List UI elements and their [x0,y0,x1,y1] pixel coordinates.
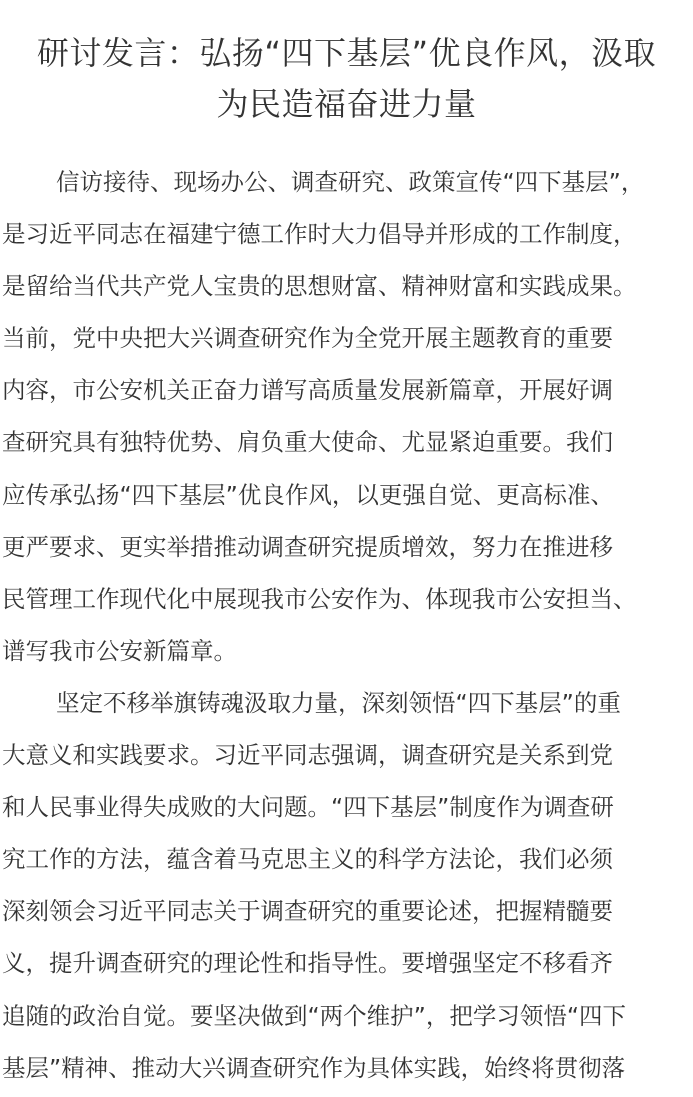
paragraph-line: 深刻领会习近平同志关于调查研究的重要论述，把握精髓要 [2,897,613,926]
paragraph [0,156,693,677]
paragraph-line: 和人民事业得失成败的大问题。“四下基层”制度作为调查研 [2,793,614,822]
paragraph-line: 坚定不移举旗铸魂汲取力量，深刻领悟“四下基层”的重 [56,688,621,717]
paragraph-line: 信访接待、现场办公、调查研究、政策宣传“四下基层”， [56,168,645,196]
article-body [0,156,693,1094]
paragraph-line: 当前，党中央把大兴调查研究作为全党开展主题教育的重要 [2,324,613,353]
paragraph-line: 更严要求、更实举措推动调查研究提质增效，努力在推进移 [2,532,613,561]
article-title [0,28,693,130]
paragraph-line: 内容，市公安机关正奋力谱写高质量发展新篇章，开展好调 [2,376,613,405]
paragraph-line: 义，提升调查研究的理论性和指导性。要增强坚定不移看齐 [2,949,613,978]
paragraph-line: 是习近平同志在福建宁德工作时大力倡导并形成的工作制度， [2,220,637,249]
paragraph-line: 谱写我市公安新篇章。 [2,636,237,665]
paragraph-line: 追随的政治自觉。要坚决做到“两个维护”，把学习领悟“四下 [2,1001,627,1030]
title-line: 为民造福奋进力量 [216,85,477,123]
paragraph-line: 基层”精神、推动大兴调查研究作为具体实践，始终将贯彻落 [2,1053,626,1082]
paragraph-line: 究工作的方法，蕴含着马克思主义的科学方法论，我们必须 [2,845,613,874]
paragraph-line: 是留给当代共产党人宝贵的思想财富、精神财富和实践成果。 [2,272,637,301]
paragraph-line: 应传承弘扬“四下基层”优良作风，以更强自觉、更高标准、 [2,480,614,509]
paragraph [0,677,693,1094]
paragraph-line: 民管理工作现代化中展现我市公安作为、体现我市公安担当、 [2,584,637,613]
title-line: 研讨发言：弘扬“四下基层”优良作风，汲取 [36,34,657,72]
paragraph-line: 查研究具有独特优势、肩负重大使命、尤显紧迫重要。我们 [2,428,613,457]
paragraph-line: 大意义和实践要求。习近平同志强调，调查研究是关系到党 [2,741,613,770]
